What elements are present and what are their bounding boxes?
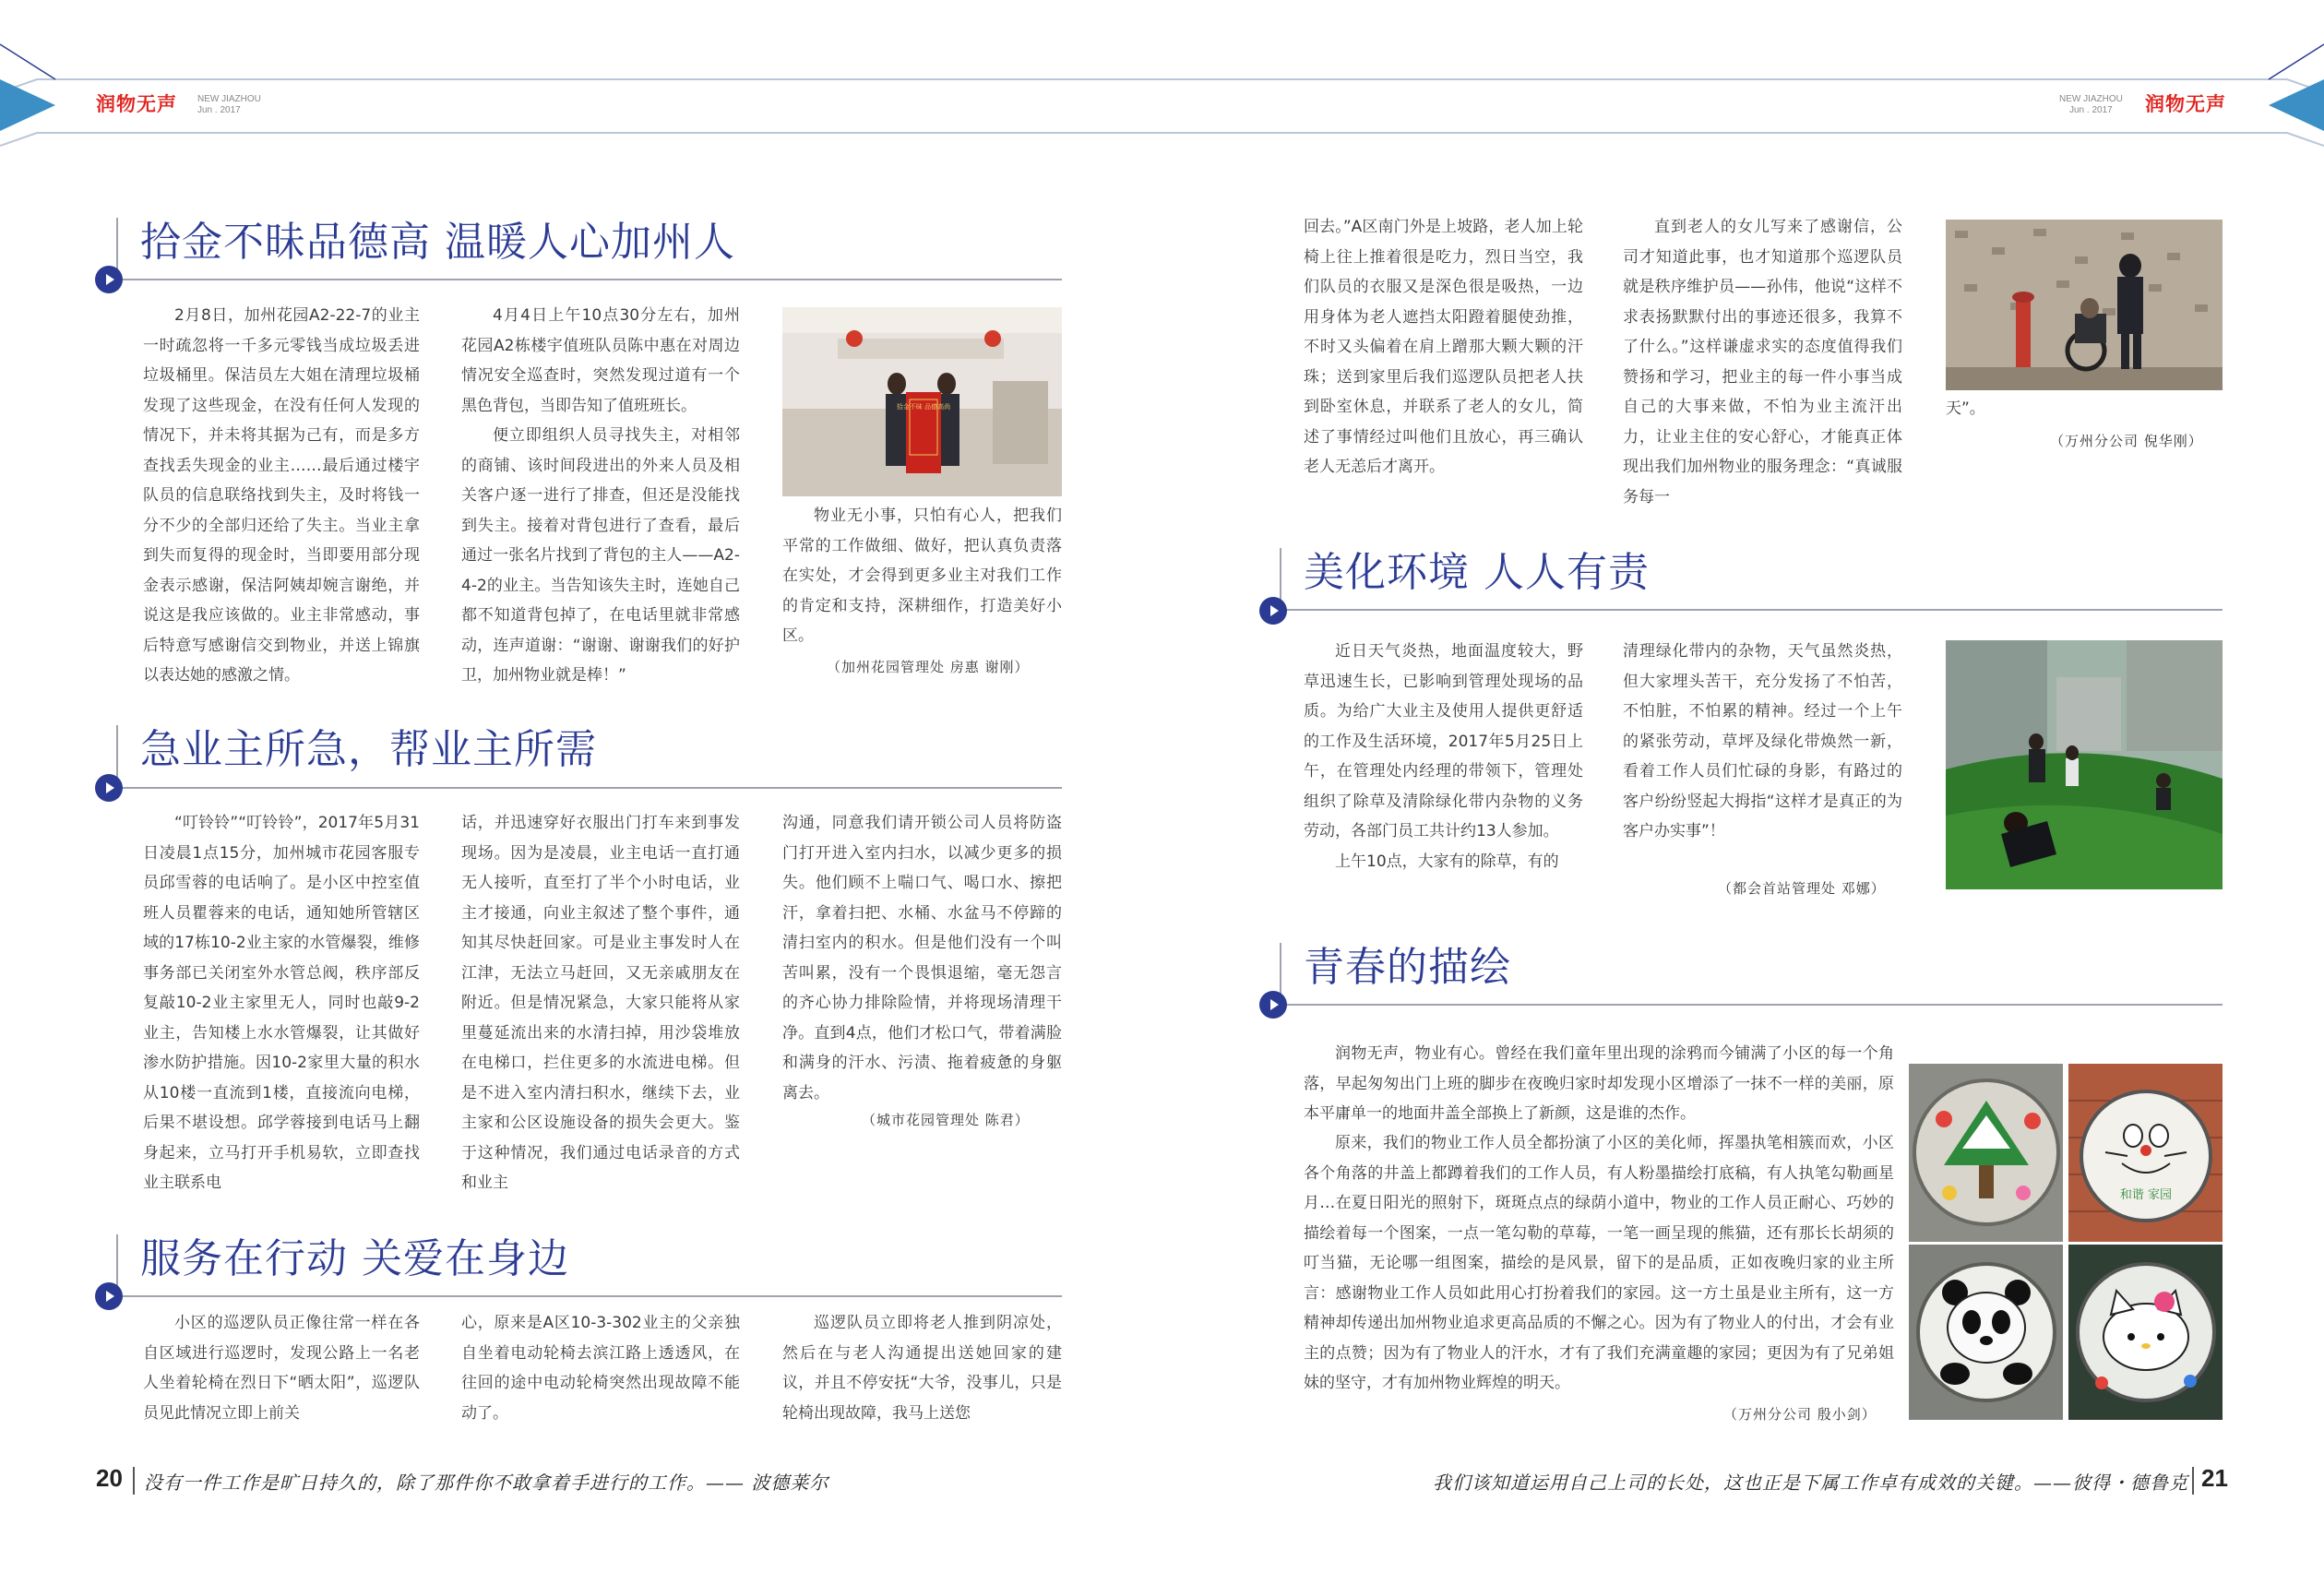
article-1-col2a-text: 4月4日上午10点30分左右，加州花园A2栋楼宇值班队员陈中惠在对周边情况安全巡查时，突然发现过道有一个黑色背包，当即告知了值班班长。 (461, 306, 740, 415)
footer-separator-right (2192, 1467, 2194, 1495)
article-4-col1b-text: 上午10点，大家有的除草，有的 (1335, 852, 1559, 871)
article-2-credit: （城市花园管理处 陈君） (862, 1112, 1030, 1128)
article-2-col1-text: “叮铃铃”“叮铃铃”，2017年5月31日凌晨1点15分，加州城市花园客服专员邱雪蓉的电话响了。是小区中控室值班人员瞿蓉来的电话，通知她所管辖区域的17栋10-2业主家的水管爆裂，维修事务部已关闭室外水管总阀，秩序部反复敲10-2业主家里无人，同时也敲9-2业主，告知楼上水水管爆裂，让其做好渗水防护措施。因10-2家里大量的积水从10楼一直流到1楼，直接流向电梯，后果不堪设想。邱学蓉接到电话马上翻身起来，立马打开手机易软，立即查找业主联系电 (143, 814, 420, 1192)
article-3-col2 (461, 1308, 740, 1428)
article-3-rule (116, 1295, 1062, 1297)
page-number-left: 20 (96, 1464, 123, 1492)
article-3-title: 服务在行动 关爱在身边 (140, 1235, 569, 1282)
article-3-col6 (1946, 394, 2223, 424)
article-1-credit: （加州花园管理处 房惠 谢刚） (827, 659, 1030, 675)
article-5-col-a (1304, 1039, 1894, 1129)
article-2-title: 急业主所急，帮业主所需 (140, 726, 597, 773)
header (0, 0, 2324, 166)
article-4-col2-text: 清理绿化带内的杂物，天气虽然炎热，但大家埋头苦干，充分发扬了不怕苦，不怕脏，不怕累的精神。经过一个上午的紧张劳动，草坪及绿化带焕然一新，看着工作人员们忙碌的身影，有路过的客户纷纷竖起大拇指“这样才是真正的为客户办实事”！ (1623, 642, 1902, 840)
brand-left: 润物无声 (96, 93, 177, 115)
article-4-credit: （都会首站管理处 邓娜） (1718, 880, 1886, 897)
article-3-col1 (143, 1308, 420, 1428)
arrow-bullet-icon (95, 774, 123, 802)
article-1-col1 (143, 301, 420, 691)
article-4-title: 美化环境 人人有责 (1304, 549, 1650, 596)
doraemon-cover-text: 和谐 家园 (2119, 1188, 2173, 1202)
arrow-bullet-icon (1259, 597, 1287, 625)
article-2-col3 (782, 808, 1062, 1108)
article-2-col2 (461, 808, 740, 1198)
article-4-col1 (1304, 637, 1583, 876)
article-3-col5 (1623, 212, 1902, 512)
arrow-bullet-icon (95, 266, 123, 293)
article-3-col2-text: 心，原来是A区10-3-302业主的父亲独自坐着电动轮椅去滨江路上透透风，在往回的途中电动轮椅突然出现故障不能动了。 (461, 1314, 740, 1423)
article-3-col4 (1304, 212, 1583, 483)
article-2-col1 (143, 808, 420, 1198)
article-1-col2 (461, 301, 740, 691)
article-2-col2-text: 话，并迅速穿好衣服出门打车来到事发现场。因为是凌晨，业主电话一直打通无人接听，直至打了半个小时电话，业主才接通，向业主叙述了整个事件，通知其尽快赶回家。可是业主事发时人在江津，无法立马赶回，又无亲戚朋友在附近。但是情况紧急，大家只能将从家里蔓延流出来的水清扫掉，用沙袋堆放在电梯口，拦住更多的水流进电梯。但是不进入室内清扫积水，继续下去，业主家和公区设施设备的损失会更大。鉴于这种情况，我们通过电话录音的方式和业主 (461, 814, 740, 1192)
article-1-col1-text: 2月8日，加州花园A2-22-7的业主一时疏忽将一千多元零钱当成垃圾丢进垃圾桶里。保洁员左大姐在清理垃圾桶发现了这些现金，在没有任何人发现的情况下，并未将其据为己有，而是多方查找丢失现金的业主……最后通过楼宇队员的信息联络找到失主，及时将钱一分不少的全部归还给了失主。当业主拿到失而复得的现金时，当即要用部分现金表示感谢，保洁阿姨却婉言谢绝，并说这是我应该做的。业主非常感动，事后特意写感谢信交到物业，并送上锦旗以表达她的感激之情。 (143, 306, 420, 685)
manhole-panda-photo (1909, 1245, 2063, 1420)
arrow-bullet-icon (1259, 991, 1287, 1019)
footer-quote-left: 没有一件工作是旷日持久的，除了那件你不敢拿着手进行的工作。—— 波德莱尔 (144, 1472, 829, 1494)
article-5-col-b (1304, 1128, 1894, 1399)
article-2-rule (116, 787, 1062, 789)
article-1-title: 拾金不昧品德高 温暖人心加州人 (140, 219, 735, 266)
manhole-tree-photo (1909, 1064, 2063, 1242)
article-5-p2-text: 原来，我们的物业工作人员全都扮演了小区的美化师，挥墨执笔相簇而欢，小区各个角落的井盖上都蹲着我们的工作人员，有人粉墨描绘打底稿，有人执笔勾勒画星月…在夏日阳光的照射下，斑斑点点的绿荫小道中，物业的工作人员正耐心、巧妙的描绘着每一个图案，一点一笔勾勒的草莓，一笔一画呈现的熊猫，还有那长长胡须的叮当猫，无论哪一组图案，描绘的是风景，留下的是品质，正如夜晚归家的业主所言：感谢物业工作人员如此用心打扮着我们的家园。这一方土虽是业主所有，这一方精神却传递出加州物业追求更高品质的不懈之心。因为有了物业人的付出，才会有业主的点赞；因为有了物业人的汗水，才有了我们充满童趣的家园；更因为有了兄弟姐妹的坚守，才有加州物业辉煌的明天。 (1304, 1134, 1894, 1392)
magazine-name-left: NEW JIAZHOU (197, 94, 261, 104)
arrow-bullet-icon (95, 1282, 123, 1310)
wheelchair-photo (1946, 220, 2223, 390)
manhole-hellokitty-photo (2068, 1245, 2223, 1420)
article-2-col3-text: 沟通，同意我们请开锁公司人员将防盗门打开进入室内扫水，以减少更多的损失。他们顾不上喘口气、喝口水、擦把汗，拿着扫把、水桶、水盆马不停蹄的清扫室内的积水。但是他们没有一个叫苦叫累，没有一个畏惧退缩，毫无怨言的齐心协力排除险情，并将现场清理干净。直到4点，他们才松口气，带着满脸和满身的汗水、污渍、拖着疲惫的身躯离去。 (782, 814, 1062, 1102)
article-3-col3 (782, 1308, 1062, 1428)
issue-left: Jun . 2017 (197, 105, 241, 115)
lawn-weeding-photo (1946, 640, 2223, 889)
footer-quote-right: 我们该知道运用自己上司的长处，这也正是下属工作卓有成效的关键。——彼得・德鲁克 (1433, 1472, 2188, 1494)
article-3-col1-text: 小区的巡逻队员正像往常一样在各自区域进行巡逻时，发现公路上一名老人坐着轮椅在烈日下“晒太阳”，巡逻队员见此情况立即上前关 (143, 1314, 420, 1423)
article-3-col6-text: 天”。 (1946, 399, 1985, 418)
article-3-col5-text: 直到老人的女儿写来了感谢信，公司才知道此事，也才知道那个巡逻队员就是秩序维护员——孙伟，他说“这样不求表扬默默付出的事迹还很多，我算不了什么。”这样谦虚求实的态度值得我们赞扬和学习，把业主的每一件小事当成自己的大事来做，不怕为业主流汗出力，让业主住的安心舒心，才能真正体现出我们加州物业的服务理念：“真诚服务每一 (1623, 218, 1902, 506)
page-number-right: 21 (2201, 1464, 2228, 1492)
award-banner-photo (782, 307, 1062, 496)
article-1-col2b-text: 便立即组织人员寻找失主，对相邻的商铺、该时间段进出的外来人员及相关客户逐一进行了排查，但还是没能找到失主。接着对背包进行了查看，最后通过一张名片找到了背包的主人——A2-4-2的业主。当告知该失主时，连她自己都不知道背包掉了，在电话里就非常感动，连声道谢：“谢谢、谢谢我们的好护卫，加州物业就是棒！” (461, 426, 740, 685)
brand-right: 润物无声 (2145, 93, 2226, 115)
article-3-col3-text: 巡逻队员立即将老人推到阴凉处，然后在与老人沟通提出送她回家的建议，并且不停安抚“大爷，没事儿，只是轮椅出现故障，我马上送您 (782, 1314, 1062, 1423)
article-1-col3 (782, 501, 1062, 651)
article-4-rule (1280, 609, 2223, 611)
issue-right: Jun . 2017 (2069, 105, 2113, 115)
article-3-col4-text: 回去。”A区南门外是上坡路，老人加上轮椅上往上推着很是吃力，烈日当空，我们队员的衣服又是深色很是吸热，一边用身体为老人遮挡太阳蹬着腿使劲推，不时又头偏着在肩上蹭那大颗大颗的汗珠；送到家里后我们巡逻队员把老人扶到卧室休息，并联系了老人的女儿，简述了事情经过叫他们且放心，再三确认老人无恙后才离开。 (1304, 218, 1583, 476)
article-5-rule (1280, 1004, 2223, 1006)
article-5-title: 青春的描绘 (1304, 944, 1511, 991)
footer-separator-left (133, 1467, 135, 1495)
article-2-vrule (116, 725, 118, 784)
magazine-name-right: NEW JIAZHOU (2059, 94, 2123, 104)
article-4-col1a-text: 近日天气炎热，地面温度较大，野草迅速生长，已影响到管理处现场的品质。为给广大业主及使用人提供更舒适的工作及生活环境，2017年5月25日上午，在管理处内经理的带领下，管理处组织了除草及清除绿化带内杂物的义务劳动，各部门员工共计约13人参加。 (1304, 642, 1583, 840)
header-decoration (0, 0, 2324, 166)
manhole-doraemon-photo (2068, 1064, 2223, 1242)
article-5-p1-text: 润物无声，物业有心。曾经在我们童年里出现的涂鸦而今铺满了小区的每一个角落，早起匆匆出门上班的脚步在夜晚归家时却发现小区增添了一抹不一样的美丽，原本平庸单一的地面井盖全部换上了新颜，这是谁的杰作。 (1304, 1044, 1894, 1123)
banner-text: 拾金不昧 品德高尚 (896, 403, 951, 411)
article-1-col3-text: 物业无小事，只怕有心人，把我们平常的工作做细、做好，把认真负责落在实处，才会得到更多业主对我们工作的肯定和支持，深耕细作，打造美好小区。 (782, 506, 1062, 645)
article-3-credit: （万州分公司 倪华刚） (2050, 433, 2203, 449)
article-5-credit: （万州分公司 殷小剑） (1723, 1406, 1877, 1423)
article-4-col2 (1623, 637, 1902, 847)
article-1-rule (116, 279, 1062, 280)
